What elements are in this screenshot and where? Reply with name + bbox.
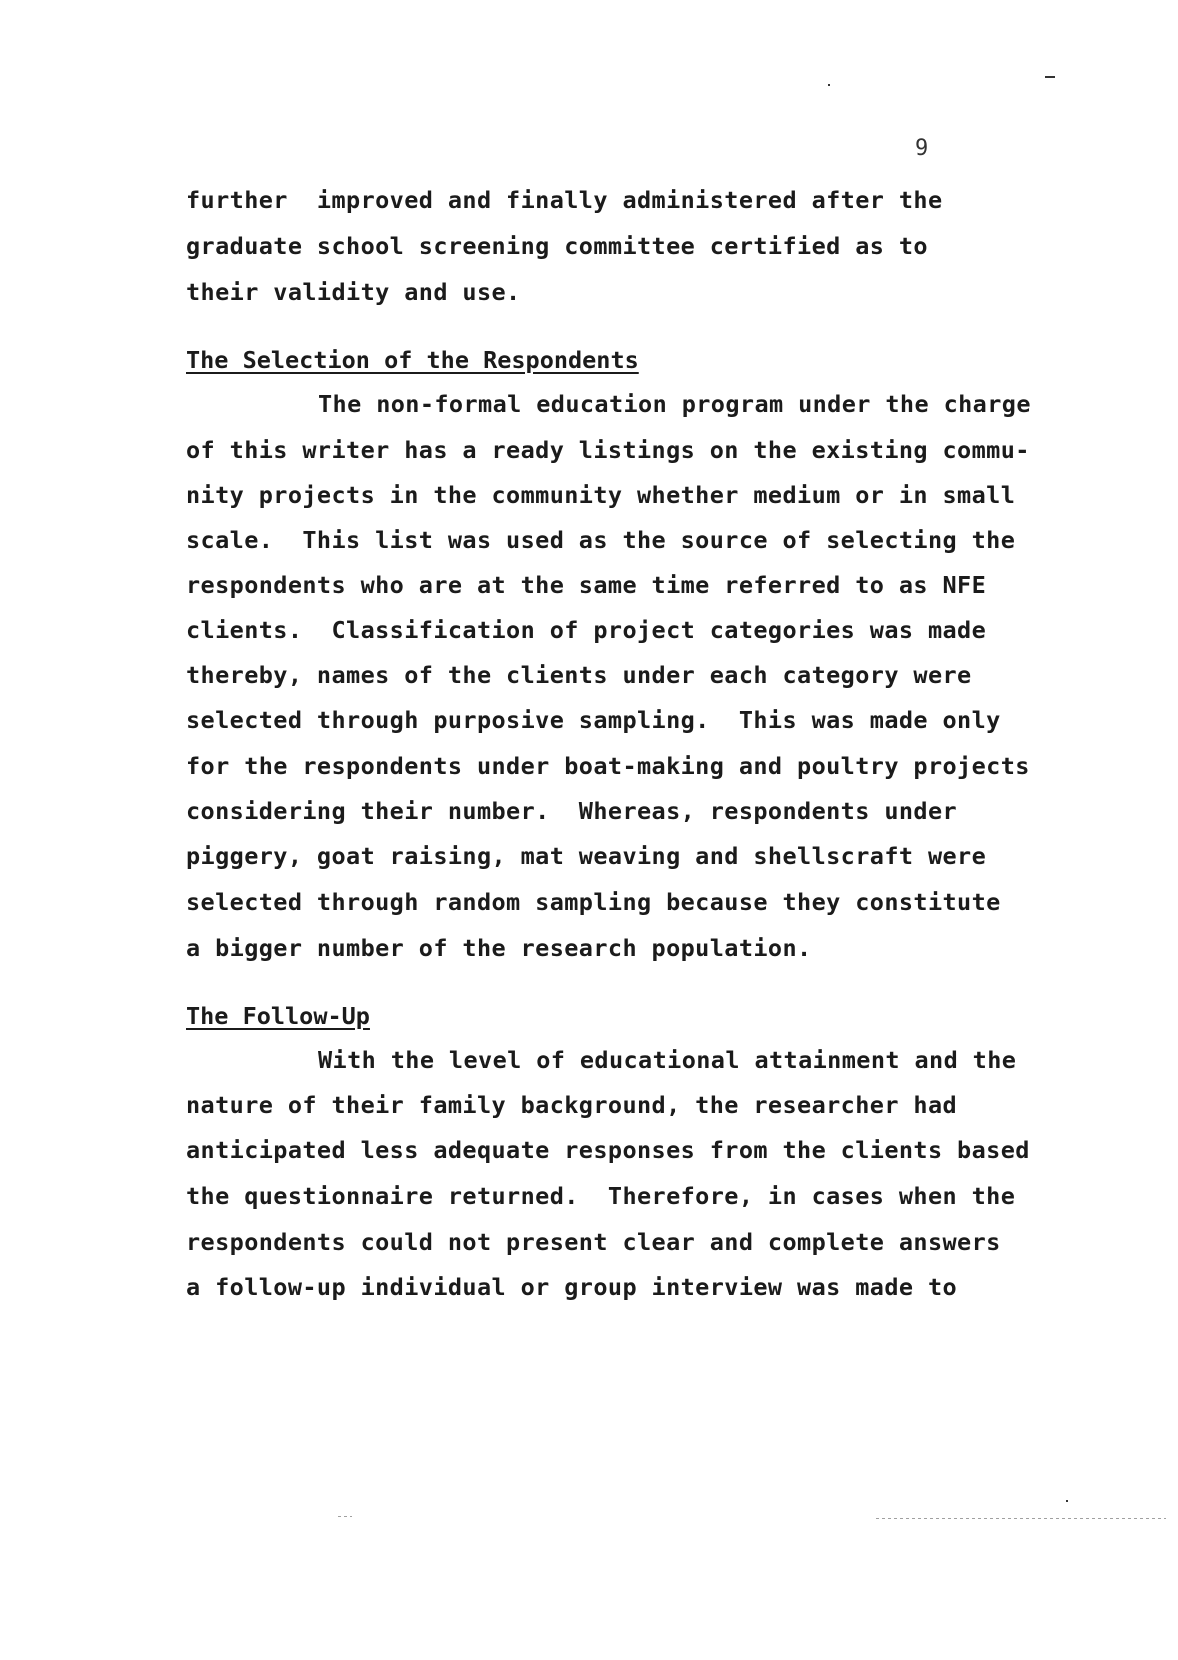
paragraph-line: thereby, names of the clients under each category were (186, 661, 972, 689)
paragraph-line: respondents could not present clear and complete answers (186, 1228, 1001, 1256)
section-heading-selection: The Selection of the Respondents (186, 346, 639, 374)
paragraph-line: selected through random sampling because they constitute (186, 888, 1001, 916)
paragraph-line: The non-formal education program under the charge (318, 390, 1031, 418)
scan-artifact-line (338, 1516, 352, 1517)
paragraph-line: for the respondents under boat-making and poultry projects (186, 752, 1030, 780)
paragraph-line: selected through purposive sampling. This was made only (186, 706, 1001, 734)
paragraph-line: a bigger number of the research population. (186, 934, 812, 962)
paragraph-line: anticipated less adequate responses from the clients based (186, 1136, 1030, 1164)
paragraph-line: their validity and use. (186, 278, 521, 306)
scan-speck (1066, 1500, 1068, 1502)
paragraph-line: nity projects in the community whether medium or in small (186, 481, 1016, 509)
paragraph-line: nature of their family background, the researcher had (186, 1091, 958, 1119)
paragraph-line: of this writer has a ready listings on the existing commu- (186, 436, 1030, 464)
paragraph-line: piggery, goat raising, mat weaving and shellscraft were (186, 842, 987, 870)
paragraph-line: With the level of educational attainment and the (318, 1046, 1017, 1074)
paragraph-line: the questionnaire returned. Therefore, in cases when the (186, 1182, 1016, 1210)
scan-speck (828, 84, 830, 86)
paragraph-line: considering their number. Whereas, respondents under (186, 797, 958, 825)
paragraph-line: respondents who are at the same time referred to as NFE (186, 571, 987, 599)
paragraph-line: a follow-up individual or group interview was made to (186, 1273, 958, 1301)
paragraph-line: further improved and finally administered after the (186, 186, 943, 214)
page-number: 9 (915, 136, 929, 161)
scan-speck (1045, 76, 1055, 78)
paragraph-line: graduate school screening committee certified as to (186, 232, 928, 260)
paragraph-line: scale. This list was used as the source of selecting the (186, 526, 1016, 554)
scan-artifact-line (876, 1518, 1166, 1519)
paragraph-line: clients. Classification of project categories was made (186, 616, 987, 644)
section-heading-follow-up: The Follow-Up (186, 1002, 370, 1030)
